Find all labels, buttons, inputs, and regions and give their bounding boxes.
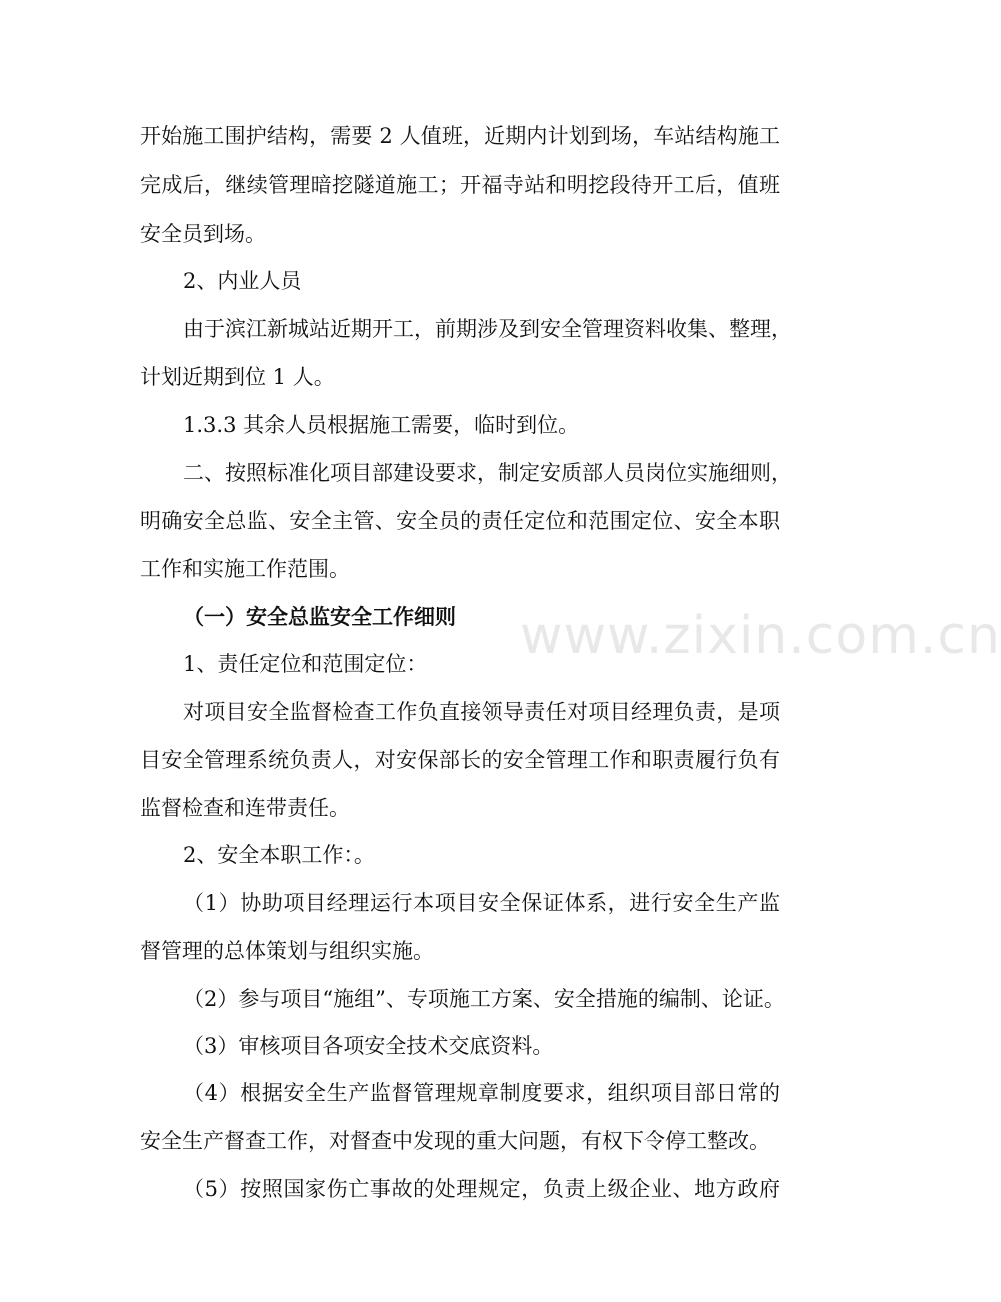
paragraph-line: 明确安全总监、安全主管、安全员的责任定位和范围定位、安全本职: [140, 509, 780, 533]
paragraph-line: 1.3.3 其余人员根据施工需要，临时到位。: [183, 413, 580, 437]
list-item: （4）根据安全生产监督管理规章制度要求，组织项目部日常的: [183, 1081, 780, 1105]
paragraph-line: 开始施工围护结构，需要 2 人值班，近期内计划到场，车站结构施工: [140, 124, 780, 148]
watermark: www.zixin.com.cn: [520, 606, 1001, 666]
paragraph-line: 目安全管理系统负责人，对安保部长的安全管理工作和职责履行负有: [140, 748, 780, 772]
paragraph-line: 由于滨江新城站近期开工，前期涉及到安全管理资料收集、整理，: [183, 317, 792, 341]
list-item: （1）协助项目经理运行本项目安全保证体系，进行安全生产监: [183, 891, 780, 915]
paragraph-line: 监督检查和连带责任。: [140, 796, 350, 820]
paragraph-line: 计划近期到位 1 人。: [140, 365, 335, 389]
section-heading: （一）安全总监安全工作细则: [183, 604, 456, 629]
section-heading: 2、内业人员: [183, 269, 302, 293]
paragraph-line: 二、按照标准化项目部建设要求，制定安质部人员岗位实施细则，: [183, 461, 792, 485]
list-item: （5）按照国家伤亡事故的处理规定，负责上级企业、地方政府: [183, 1177, 780, 1201]
paragraph-line: 对项目安全监督检查工作负直接领导责任对项目经理负责，是项: [183, 700, 780, 724]
paragraph-line: 完成后，继续管理暗挖隧道施工；开福寺站和明挖段待开工后，值班: [140, 173, 780, 197]
list-item: （2）参与项目“施组”、专项施工方案、安全措施的编制、论证。: [183, 987, 785, 1011]
paragraph-line: 工作和实施工作范围。: [140, 557, 350, 581]
section-heading: 1、责任定位和范围定位：: [183, 652, 428, 676]
list-item: （3）审核项目各项安全技术交底资料。: [183, 1034, 554, 1058]
paragraph-line: 安全生产督查工作，对督查中发现的重大问题，有权下令停工整改。: [140, 1129, 770, 1153]
section-heading: 2、安全本职工作：。: [183, 843, 375, 867]
paragraph-line: 安全员到场。: [140, 222, 266, 246]
paragraph-line: 督管理的总体策划与组织实施。: [140, 939, 434, 963]
